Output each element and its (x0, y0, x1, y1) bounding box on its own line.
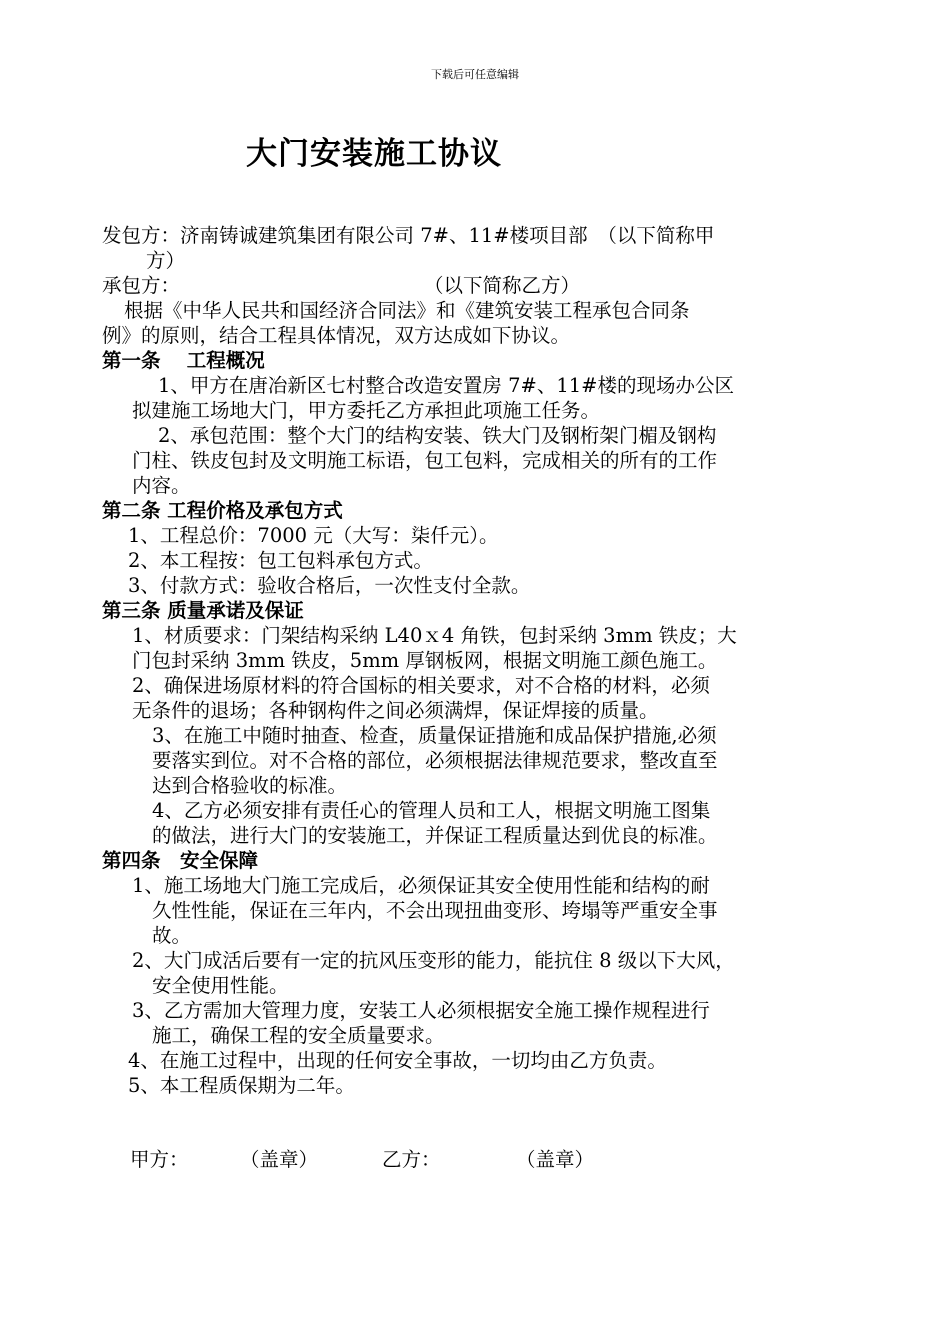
article-1-line: 1、甲方在唐冶新区七村整合改造安置房 7#、11#楼的现场办公区 (158, 374, 735, 397)
article-3-line: 门包封采纳 3mm 铁皮，5mm 厚钢板网，根据文明施工颜色施工。 (132, 649, 718, 672)
article-4-line: 5、本工程质保期为二年。 (128, 1074, 355, 1097)
employer-line-cont: 方） (146, 249, 186, 272)
article-4-line: 安全使用性能。 (152, 974, 289, 997)
article-4-line: 2、大门成活后要有一定的抗风压变形的能力，能抗住 8 级以下大风， (132, 949, 735, 972)
article-3-line: 无条件的退场；各种钢构件之间必须满焊，保证焊接的质量。 (132, 699, 659, 722)
article-2-line: 2、本工程按：包工包料承包方式。 (128, 549, 433, 572)
article-1-line: 拟建施工场地大门，甲方委托乙方承担此项施工任务。 (132, 399, 601, 422)
article-4-line: 1、施工场地大门施工完成后，必须保证其安全使用性能和结构的耐 (132, 874, 710, 897)
contractor-suffix: （以下简称乙方） (424, 274, 581, 297)
article-2-line: 1、工程总价：7000 元（大写：柒仟元）。 (128, 524, 499, 547)
party-b-seal: （盖章） (516, 1148, 595, 1171)
article-1-line: 门柱、铁皮包封及文明施工标语，包工包料，完成相关的所有的工作 (132, 449, 718, 472)
article-4-line: 故。 (152, 924, 192, 947)
article-2-heading: 第二条 工程价格及承包方式 (102, 499, 343, 522)
article-1-line: 内容。 (132, 474, 191, 497)
party-b-signature-label: 乙方： (382, 1148, 441, 1171)
article-4-line: 3、乙方需加大管理力度，安装工人必须根据安全施工操作规程进行 (132, 999, 710, 1022)
article-1-heading: 第一条 工程概况 (102, 349, 265, 372)
article-1-line: 2、承包范围：整个大门的结构安装、铁大门及钢桁架门楣及钢构 (158, 424, 717, 447)
intro-line: 例》的原则，结合工程具体情况，双方达成如下协议。 (102, 324, 571, 347)
article-3-line: 1、材质要求：门架结构采纳 L40ｘ4 角铁，包封采纳 3mm 铁皮；大 (132, 624, 737, 647)
article-4-heading: 第四条 安全保障 (102, 849, 259, 872)
contractor-label: 承包方： (102, 274, 181, 297)
article-3-line: 2、确保进场原材料的符合国标的相关要求，对不合格的材料，必须 (132, 674, 710, 697)
article-3-line: 要落实到位。对不合格的部位，必须根据法律规范要求，整改直至 (152, 749, 718, 772)
document-title: 大门安装施工协议 (246, 136, 502, 172)
party-a-signature-label: 甲方： (130, 1148, 189, 1171)
article-2-line: 3、付款方式：验收合格后，一次性支付全款。 (128, 574, 531, 597)
party-a-seal: （盖章） (240, 1148, 319, 1171)
article-3-line: 4、乙方必须安排有责任心的管理人员和工人，根据文明施工图集 (152, 799, 711, 822)
article-3-line: 的做法，进行大门的安装施工，并保证工程质量达到优良的标准。 (152, 824, 718, 847)
article-4-line: 4、在施工过程中，出现的任何安全事故，一切均由乙方负责。 (128, 1049, 667, 1072)
header-note: 下载后可任意编辑 (431, 68, 519, 81)
article-3-line: 3、在施工中随时抽查、检查，质量保证措施和成品保护措施,必须 (152, 724, 717, 747)
article-4-line: 久性性能，保证在三年内，不会出现扭曲变形、垮塌等严重安全事 (152, 899, 718, 922)
article-3-heading: 第三条 质量承诺及保证 (102, 599, 304, 622)
employer-line: 发包方：济南铸诚建筑集团有限公司 7#、11#楼项目部 （以下简称甲 (102, 224, 715, 247)
intro-line: 根据《中华人民共和国经济合同法》和《建筑安装工程承包合同条 (124, 299, 690, 322)
article-4-line: 施工，确保工程的安全质量要求。 (152, 1024, 445, 1047)
article-3-line: 达到合格验收的标准。 (152, 774, 348, 797)
